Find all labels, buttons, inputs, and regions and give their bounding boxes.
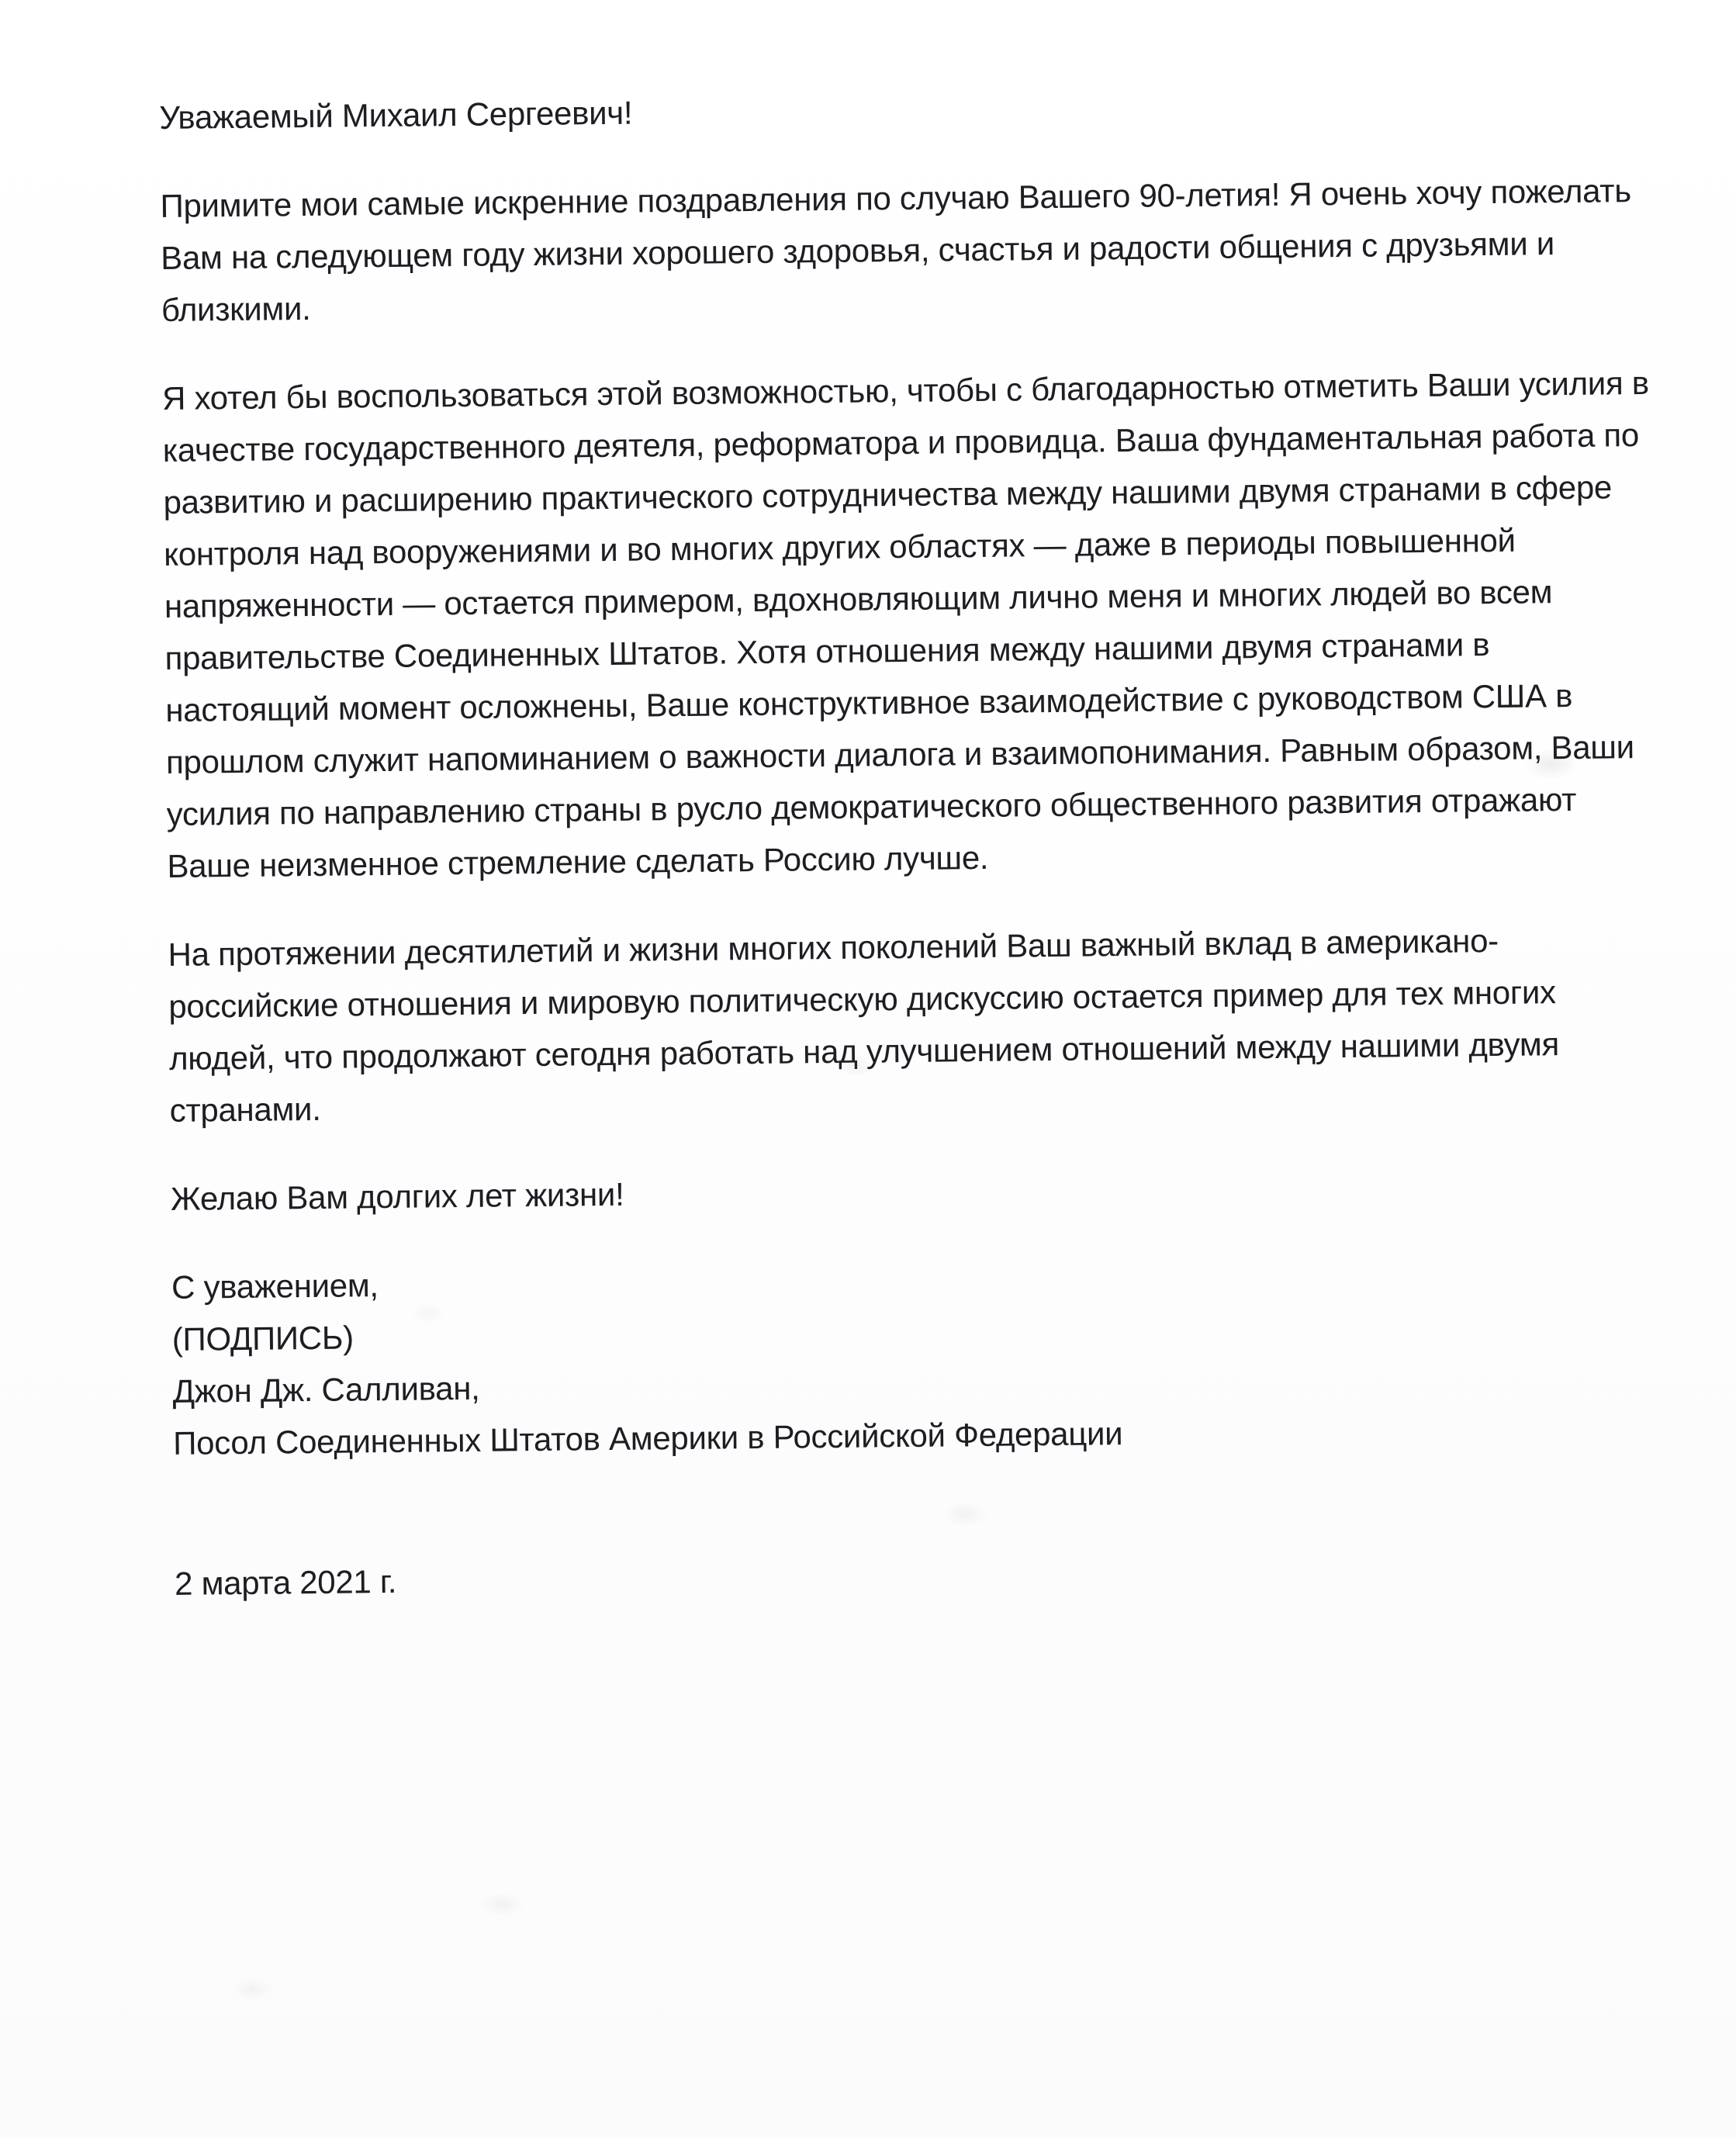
signatory-name: Джон Дж. Салливан, xyxy=(172,1369,480,1410)
paragraph-line: развитию и расширению практического сотрудничества между нашими двумя странами в сфере xyxy=(163,469,1613,521)
paragraph-line: напряженности — остается примером, вдохновляющим лично меня и многих людей во всем xyxy=(164,573,1553,624)
paragraph-line: Вам на следующем году жизни хорошего здоровья, счастья и радости общения с друзьями и xyxy=(161,225,1555,276)
paragraph-line: контроля над вооружениями и во многих других областях — даже в периоды повышенной xyxy=(164,521,1516,573)
paragraph-line: качестве государственного деятеля, реформатора и провидца. Ваша фундаментальная работа по xyxy=(162,417,1640,469)
paragraph-congratulations xyxy=(160,164,1705,336)
paragraph-line: На протяжении десятилетий и жизни многих поколений Ваш важный вклад в американо- xyxy=(168,922,1499,973)
letter-body xyxy=(159,75,1718,1610)
paragraph-line: людей, что продолжают сегодня работать над улучшением отношений между нашими двумя xyxy=(168,1026,1560,1077)
paragraph-line: российские отношения и мировую политическую дискуссию остается пример для тех многих xyxy=(168,974,1556,1025)
greeting-line: Уважаемый Михаил Сергеевич! xyxy=(159,94,633,136)
scan-artifact xyxy=(233,1978,271,2000)
paragraph-line: настоящий момент осложнены, Ваше конструктивное взаимодействие с руководством США в xyxy=(165,676,1573,728)
paragraph-line: Желаю Вам долгих лет жизни! xyxy=(170,1175,624,1217)
paragraph-legacy xyxy=(168,912,1714,1136)
valediction-line: С уважением, xyxy=(171,1267,379,1306)
paragraph-line: Ваше неизменное стремление сделать Россию лучше. xyxy=(167,839,989,884)
signatory-title: Посол Соединенных Штатов Америки в Российской Федерации xyxy=(173,1415,1123,1462)
paragraph-gratitude xyxy=(162,356,1711,892)
paragraph-line: близкими. xyxy=(161,289,311,328)
paragraph-wish xyxy=(171,1157,1715,1225)
date-block xyxy=(175,1541,1719,1610)
paragraph-line: Примите мои самые искренние поздравления по случаю Вашего 90-летия! Я очень хочу пожелать xyxy=(160,172,1632,224)
signature-placeholder: (ПОДПИСЬ) xyxy=(171,1319,354,1358)
paragraph-line: странами. xyxy=(169,1090,321,1129)
paragraph-line: прошлом служит напоминанием о важности диалога и взаимопонимания. Равным образом, Ваши xyxy=(165,728,1635,780)
closing-block xyxy=(171,1245,1717,1469)
date-line: 2 марта 2021 г. xyxy=(174,1562,397,1602)
paragraph-line: правительстве Соединенных Штатов. Хотя отношения между нашими двумя странами в xyxy=(164,626,1490,676)
paragraph-line: Я хотел бы воспользоваться этой возможностью, чтобы с благодарностью отметить Ваши усилия в xyxy=(161,364,1649,417)
scan-artifact xyxy=(481,1893,524,1916)
paragraph-line: усилия по направлению страны в русло демократического общественного развития отражают xyxy=(166,780,1577,832)
